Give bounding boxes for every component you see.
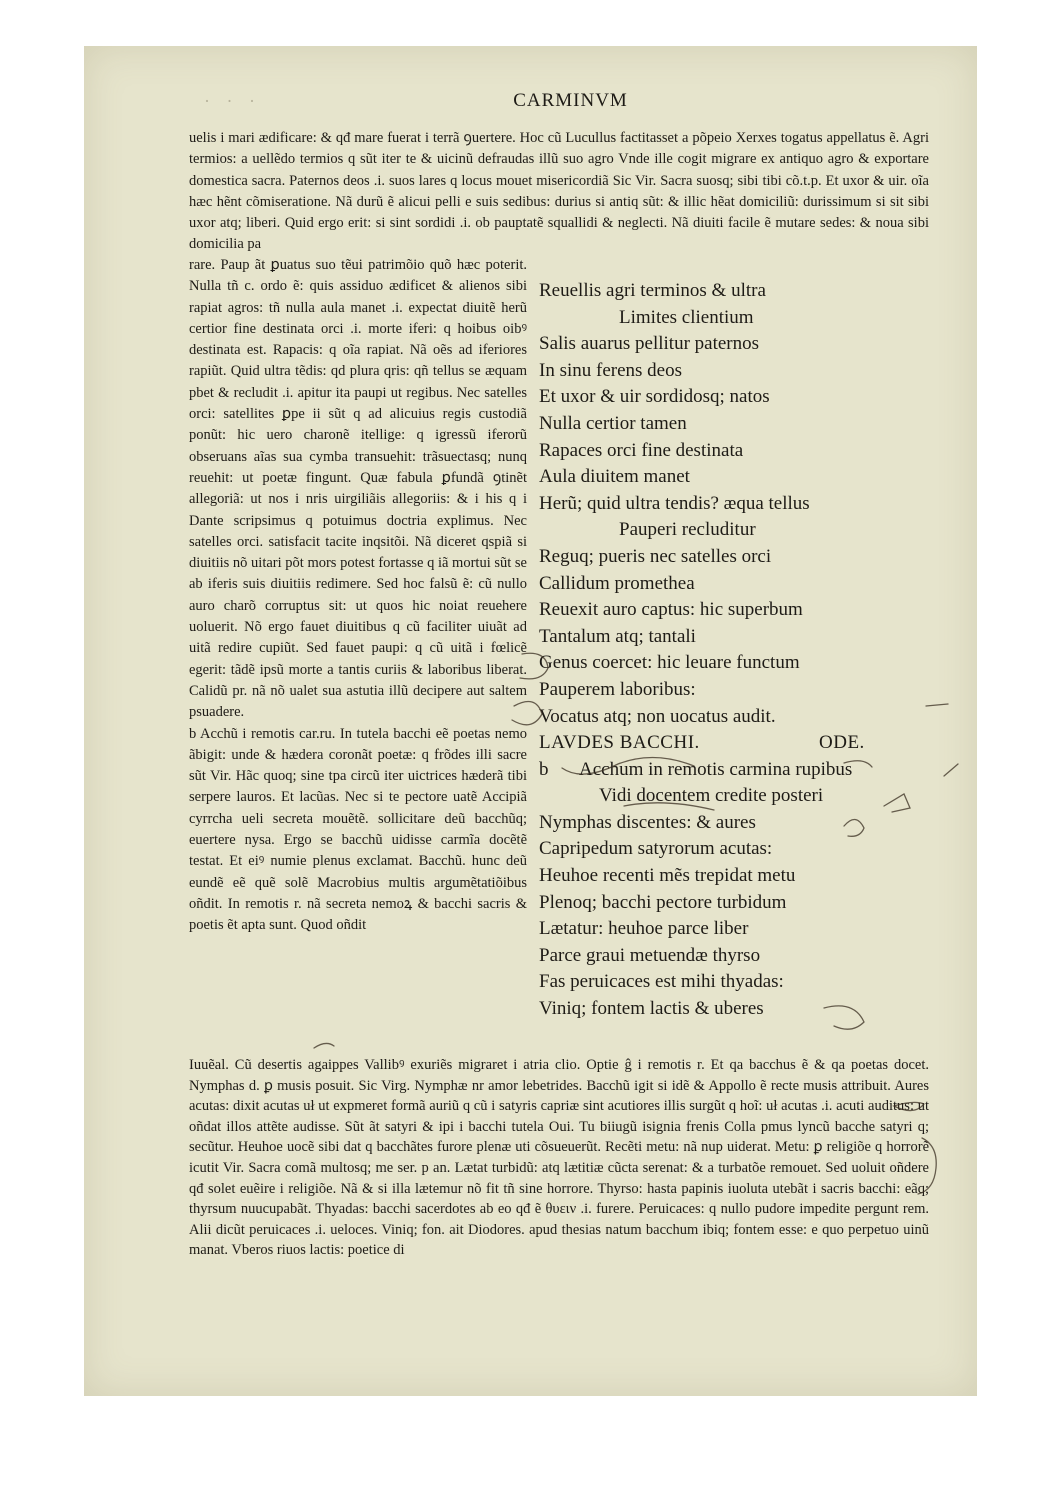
verse-line: Genus coercet: hic leuare functum [539, 652, 800, 674]
verse-line [539, 757, 939, 784]
ode-label: ODE. [819, 732, 865, 754]
verse-line-text: Acchum in remotis carmina rupibus [579, 758, 853, 780]
commentary-left: rare. Paup ãt ꝑuatus suo tẽui patrimõio quõ hæc poterit. Nulla tñ c. ordo ẽ: quis assiduo ædificet & alienos sibi rapiat agros: tñ nulla aula manet .i. expectat diuitẽ herũ certior fine destinata orci .i. morte iferi: q hoibus oibꝰ destinata est. Rapacis: q oĩa rapiat. Nã oẽs ad iferiores rapiũt. Quid ultra tẽdis: qd plura qris: qñ tellus se æquam pbet & recludit .i. apitur ita paupi ut regibus. Nec satelles orci: satellites ꝑpe ii sũt q ad alicuius regis custodiã ponũt: hic uero charonẽ itellige: q igressũ iferorũ obseruans aĩas sua cymba transuehit: trãsuectasq; nunq reuehit: ut poetæ fingunt. Quæ fabula ꝑfundã ꝯtinẽt allegoriã: ut nos i nris uirgiliãis allegoriis: & i his q i Dante scripsimus q potuimus doctria explimus. Nec satelles orci. satisfacit tacite inqsitõi. Nã diceret qspiã si diuitiis nõ uitari põt mors potest fortasse q iã mortui sũt se ab iferis suis diuitiis redimere. Sed hoc falsũ ẽ: cũ nullo auro charõ corruptus sit: ut quos hic noiat reuehere uoluerit. Nõ ergo fauet diuitibus q cũ faciliter uiuãt ad uitã redire cupiũt. Sed fauet paupi: q cũ uitã i fœlicẽ egerit: tãdẽ ipsũ morte a tantis curiis & laboribus liberat. Calidũ pr. nã nõ ualet sua astutia illũ decipere aut saltem psuadere. b Acchũ i remotis car.ru. In tutela bacchi eẽ poetas nemo ãbigit: unde & hædera coronãt poetæ: q frõdes illi sacre sũt Vir. Hãc quoq; sine tpa circũ iter uictrices hæderã tibi serpere lauros. Et lacũas. Nec si te pectore uatẽ Accipiã cyrrcha ueli secreta mouẽtẽ. sollicitare deũ bacchũq; euertere nysa. Ergo se bacchũ uidisse carmĩa docẽtẽ testat. Et eiꝰ numie plenus exclamat. Bacchũ. hunc deũ eundẽ eẽ quẽ solẽ Macrobius multis argumẽtatiõibus oñdit. In remotis r. nã secreta nemoꝝ & bacchi sacris & poetis ẽt apta sunt. Quod oñdit [189, 257, 527, 934]
verse-line: Reuexit auro captus: hic superbum [539, 599, 803, 621]
verse-line: Parce graui metuendæ thyrso [539, 944, 761, 966]
verse-line: Viniq; fontem lactis & uberes [539, 998, 764, 1020]
guide-letter: b [539, 758, 549, 780]
verse-line: Vidi docentem credite posteri [599, 785, 824, 807]
verse-line: Capripedum satyrorum acutas: [539, 838, 773, 860]
verse-line: Salis auarus pellitur paternos [539, 333, 760, 355]
verse-line: Nulla certior tamen [539, 412, 687, 434]
verse-line: Plenoq; bacchi pectore turbidum [539, 891, 787, 913]
commentary-bottom: Iuuẽal. Cũ desertis agaippes Vallibꝰ exuriẽs migraret i atria clio. Optie ĝ i remotis r. Et qa bacchus ẽ & qa poetas docet. Nymphas d. ꝑ musis posuit. Sic Virg. Nymphæ nr amor lebetrides. Bacchũ igit si idẽ & Appollo ẽ recte musis attribuit. Aures acutas: dixit acutas uł ut expmeret formã auriũ q cũ i satyris capriæ sint acutiores illis surgũt q hoĩ: uł acutas .i. acuti auditus: ut oñdat illos attẽte audisse. Sũt ãt satyri & ipi i bacchi tutela Oui. Tu biiugũ isignia frenis Colla pmus lyncũ bacche satyri q; secũtur. Heuhoe uocẽ sibi dat q bacchãtes furore plenæ uti cõsueuerũt. Recẽti metu: nã nup uiderat. Metu: ꝑ religiõe q horrorẽ icutit Vir. Sacra comã multosq; me ser. p an. Lætat turbidũ: atq lætitiæ cũcta serenat: & a turbatõe remouet. Sed uoluit oñdere qđ solet euẽire i religiõe. Nã & si illa lætemur nõ fit tñ sine horrore. Thyrso: hasta papinis iuoluta utebãt i sacris bacchi: eãq; thyrsum nuucupabãt. Thyadas: bacchi sacerdotes ab eo qđ ẽ θυειν .i. furere. Peruicaces: q nullo pudore impedite pergunt rem. Alii dicũt peruicaces .i. ueloces. Viniq; fon. ait Diodores. apud thesias natum bacchum ibiq; fontem esse: e quo perpetuo uinũ manat. Vberos riuos lactis: poetice di [189, 1057, 929, 1259]
verse-line: Fas peruicaces est mihi thyadas: [539, 971, 784, 993]
verse-line: Aula diuitem manet [539, 466, 690, 488]
verse-line: Pauperem laboribus: [539, 678, 696, 700]
verse-line: Reguq; pueris nec satelles orci [539, 545, 772, 567]
ode-title-name: LAVDES BACCHI. [539, 732, 700, 754]
ode-title [539, 730, 939, 757]
commentary-top: uelis i mari ædificare: & qđ mare fuerat i terrã ꝯuertere. Hoc cũ Lucullus factitasset a põpeio Xerxes togatus appellatus ẽ. Agri termios: a uellẽdo termios q sũt iter te & uicinũ defraudas illũ suo agro Vnde ille cogit migrare ex antiquo agro & exportare domestica sacra. Paternos deos .i. suos lares q locus mouet misericordiã Sic Vir. Sacra suosq; sibi tibi cõ.t.p. Et uxor & uir. oĩa hæc hẽnt cõmiseratione. Nã durũ ẽ alicui pelli e suis sedibus: durius si antiq sũt: & illic hẽat domiciliũ: durissimum si sit sibi uxor atq; liberi. Quid ergo erit: si sint sordidi .i. ob pauptatẽ squallidi & neglecti. Nã diuiti facile ẽ mutare sedes: & noua sibi domicilia pa [189, 130, 929, 253]
faded-bleed-through: · · · [204, 91, 261, 111]
verse-line: Lætatur: heuhoe parce liber [539, 918, 749, 940]
verse-line: Tantalum atq; tantali [539, 625, 696, 647]
verse-text [539, 278, 939, 1023]
verse-line: Nymphas discentes: & aures [539, 811, 756, 833]
verse-line: Et uxor & uir sordidosq; natos [539, 386, 770, 408]
running-head: CARMINVM [513, 90, 628, 111]
book-page [84, 46, 977, 1396]
verse-line: Pauperi recluditur [619, 519, 756, 541]
verse-line: Limites clientium [619, 306, 754, 328]
verse-line: Callidum promethea [539, 572, 695, 594]
verse-line: Vocatus atq; non uocatus audit. [539, 705, 776, 727]
flourish-mark [944, 764, 958, 776]
verse-line: In sinu ferens deos [539, 359, 682, 381]
verse-line: Herũ; quid ultra tendis? æqua tellus [539, 492, 810, 514]
verse-line: Reuellis agri terminos & ultra [539, 280, 766, 301]
flourish-mark [314, 1043, 334, 1048]
verse-line: Rapaces orci fine destinata [539, 439, 744, 461]
verse-line: Heuhoe recenti mẽs trepidat metu [539, 865, 796, 887]
